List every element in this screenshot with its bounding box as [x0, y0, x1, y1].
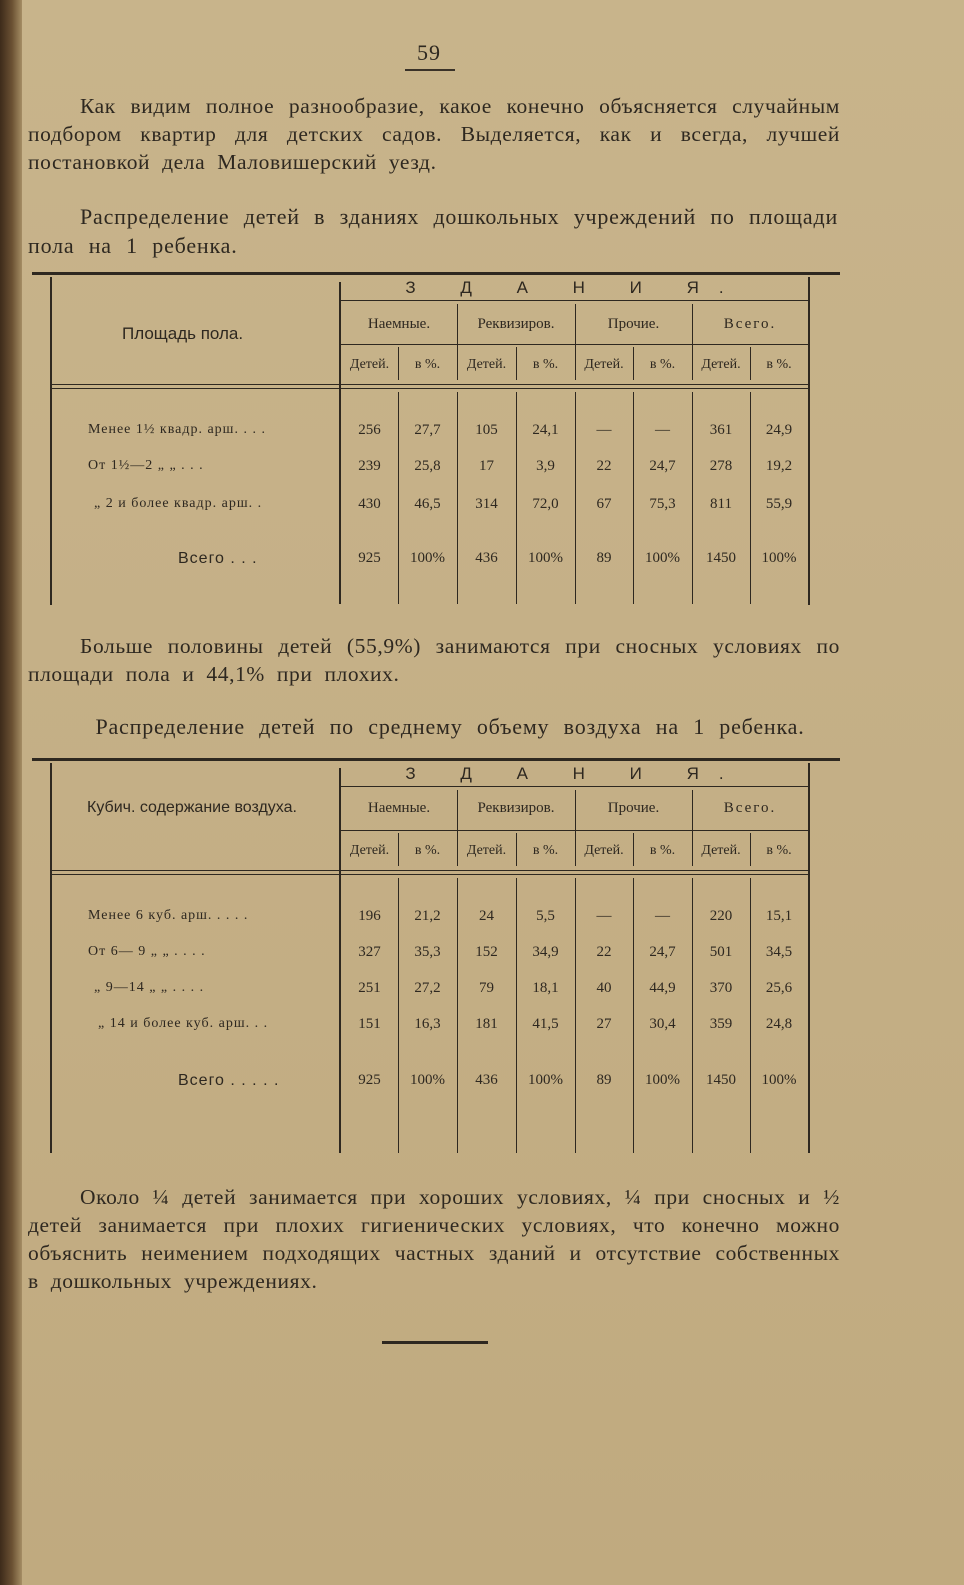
table-cell: 15,1 [765, 908, 793, 924]
table-cell: 41,5 [532, 1016, 559, 1032]
table2-body [32, 908, 840, 1108]
table-cell: 24,8 [765, 1016, 793, 1032]
table-cell: 3,9 [536, 458, 555, 474]
table-cell: 35,3 [414, 944, 441, 960]
table2-caption: Распределение детей по среднему объему воздуха на 1 ребенка. [95, 714, 805, 739]
table-cell: 22 [596, 944, 612, 960]
table-cell: — [596, 422, 612, 438]
table-cell: 5,5 [536, 908, 555, 924]
table-cell: 72,0 [532, 496, 559, 512]
table-cell: 27,2 [414, 980, 441, 996]
table-cell: 19,2 [765, 458, 793, 474]
group-header: Прочие. [607, 800, 660, 816]
table-cell: 79 [479, 980, 494, 996]
table-cell: 44,9 [649, 980, 676, 996]
table-cell: 151 [358, 1016, 381, 1032]
sub-header: в %. [532, 357, 559, 372]
section-end-rule [382, 1341, 488, 1344]
table1-body [32, 422, 840, 582]
sub-header: Детей. [584, 843, 624, 858]
group-header: Всего. [723, 800, 777, 816]
table-cell: 220 [709, 908, 733, 924]
group-header: Наемные. [367, 800, 431, 816]
table1-caption: Распределение детей в зданиях дошкольных учреждений по площади пола на 1 ребенка. [28, 204, 839, 258]
sub-header: Детей. [466, 843, 507, 858]
table-cell: 24,7 [649, 944, 676, 960]
table-cell: 436 [475, 1072, 498, 1088]
row-label: Менее 6 куб. арш. . . . . [88, 908, 249, 923]
sub-header: Детей. [701, 843, 741, 858]
table-cell: 27 [596, 1016, 612, 1032]
total-label: Всего . . . . . [178, 1072, 280, 1089]
book-spine-edge [0, 0, 22, 1585]
table-cell: 430 [358, 496, 381, 512]
table-cell: 67 [596, 496, 612, 512]
table-cell: 18,1 [532, 980, 559, 996]
table-cell: 100% [761, 1072, 797, 1088]
table-cell: 436 [475, 550, 498, 566]
sub-header: Детей. [584, 357, 624, 372]
table-cell: 24 [479, 908, 494, 924]
table-cell: — [596, 908, 612, 924]
table-cell: 22 [596, 458, 612, 474]
group-header: Наемные. [367, 316, 431, 332]
table-cell: 75,3 [649, 496, 676, 512]
table-cell: 1450 [706, 1072, 736, 1088]
paragraph-1: Как видим полное разнообразие, какое конечно объясняется случайным подбором квартир для детских садов. Выделяется, как и всегда, лучшей постановкой дела Маловишерский уезд. [28, 94, 840, 174]
table-cell: 25,6 [765, 980, 793, 996]
row-label: „ 2 и более квадр. арш. . [94, 496, 263, 511]
table-cell: 34,9 [532, 944, 559, 960]
table-cell: 100% [410, 1072, 445, 1088]
sub-header: Детей. [701, 357, 741, 372]
stub-header: Площадь пола. [122, 324, 244, 343]
table-cell: 24,9 [765, 422, 793, 438]
row-label: „ 14 и более куб. арш. . . [98, 1016, 269, 1031]
table-cell: 196 [358, 908, 381, 924]
sub-header: в %. [766, 843, 792, 858]
table-cell: 501 [709, 944, 733, 960]
sub-header: в %. [414, 843, 441, 858]
page-number-underline [405, 69, 455, 71]
stub-header: Кубич. содержание воздуха. [87, 799, 297, 816]
table-cell: 24,1 [532, 422, 559, 438]
sub-header: в %. [766, 357, 792, 372]
table-cell: 30,4 [649, 1016, 676, 1032]
group-header: Реквизиров. [477, 800, 555, 816]
table-cell: 27,7 [414, 422, 441, 438]
page-number: 59 [417, 40, 441, 65]
table-cell: 359 [709, 1016, 733, 1032]
sub-header: Детей. [349, 843, 390, 858]
table-cell: 251 [358, 980, 381, 996]
table-cell: 181 [475, 1016, 498, 1032]
table-cell: 925 [358, 1072, 381, 1088]
row-label: От 1½—2 „ „ . . . [88, 458, 204, 473]
table-cell: 24,7 [649, 458, 676, 474]
table-cell: 100% [528, 550, 563, 566]
row-label: От 6— 9 „ „ . . . . [88, 944, 206, 959]
table-cell: 327 [358, 944, 381, 960]
table-cell: 55,9 [765, 496, 793, 512]
super-header: З Д А Н И Я. [405, 764, 744, 783]
table-cell: 100% [410, 550, 445, 566]
paragraph-2: Больше половины детей (55,9%) занимаются при сносных условиях по площади пола и 44,1% при плохих. [28, 634, 840, 686]
table-cell: 370 [709, 980, 733, 996]
table-cell: 89 [596, 550, 612, 566]
table-cell: 17 [479, 458, 494, 474]
table-cell: 811 [710, 496, 732, 512]
table-cell: 1450 [706, 550, 736, 566]
row-label: „ 9—14 „ „ . . . . [94, 980, 205, 995]
table-cell: 34,5 [765, 944, 793, 960]
group-header: Реквизиров. [477, 316, 555, 332]
table-cell: 105 [475, 422, 498, 438]
table-cell: 40 [596, 980, 612, 996]
table-cell: 46,5 [414, 496, 441, 512]
table-cell: 100% [528, 1072, 563, 1088]
sub-header: в %. [414, 357, 441, 372]
super-header: З Д А Н И Я. [405, 278, 744, 297]
table-cell: 256 [358, 422, 381, 438]
table-cell: 925 [358, 550, 381, 566]
table-cell: — [655, 908, 670, 924]
total-label: Всего . . . [178, 550, 258, 567]
table-cell: — [655, 422, 670, 438]
sub-header: Детей. [349, 357, 390, 372]
table-cell: 100% [645, 1072, 680, 1088]
table-cell: 278 [709, 458, 733, 474]
sub-header: в %. [649, 357, 676, 372]
table-cell: 16,3 [414, 1016, 441, 1032]
table-cell: 152 [475, 944, 498, 960]
table-cell: 89 [596, 1072, 612, 1088]
sub-header: в %. [649, 843, 676, 858]
row-label: Менее 1½ квадр. арш. . . . [88, 422, 266, 437]
table-cell: 25,8 [414, 458, 441, 474]
table-cell: 100% [761, 550, 797, 566]
table-cell: 21,2 [414, 908, 441, 924]
table-cell: 361 [709, 422, 733, 438]
group-header: Всего. [723, 316, 777, 332]
group-header: Прочие. [607, 316, 660, 332]
table-cell: 100% [645, 550, 680, 566]
sub-header: в %. [532, 843, 559, 858]
table-cell: 314 [475, 496, 498, 512]
table-cell: 239 [358, 458, 381, 474]
sub-header: Детей. [466, 357, 507, 372]
paragraph-3: Около ¼ детей занимается при хороших условиях, ¼ при сносных и ½ детей занимается при плохих гигиенических условиях, что конечно можно объяснить неимением подходящих частных зданий и отсутствие собственных в дошкольных учреждениях. [28, 1185, 840, 1293]
